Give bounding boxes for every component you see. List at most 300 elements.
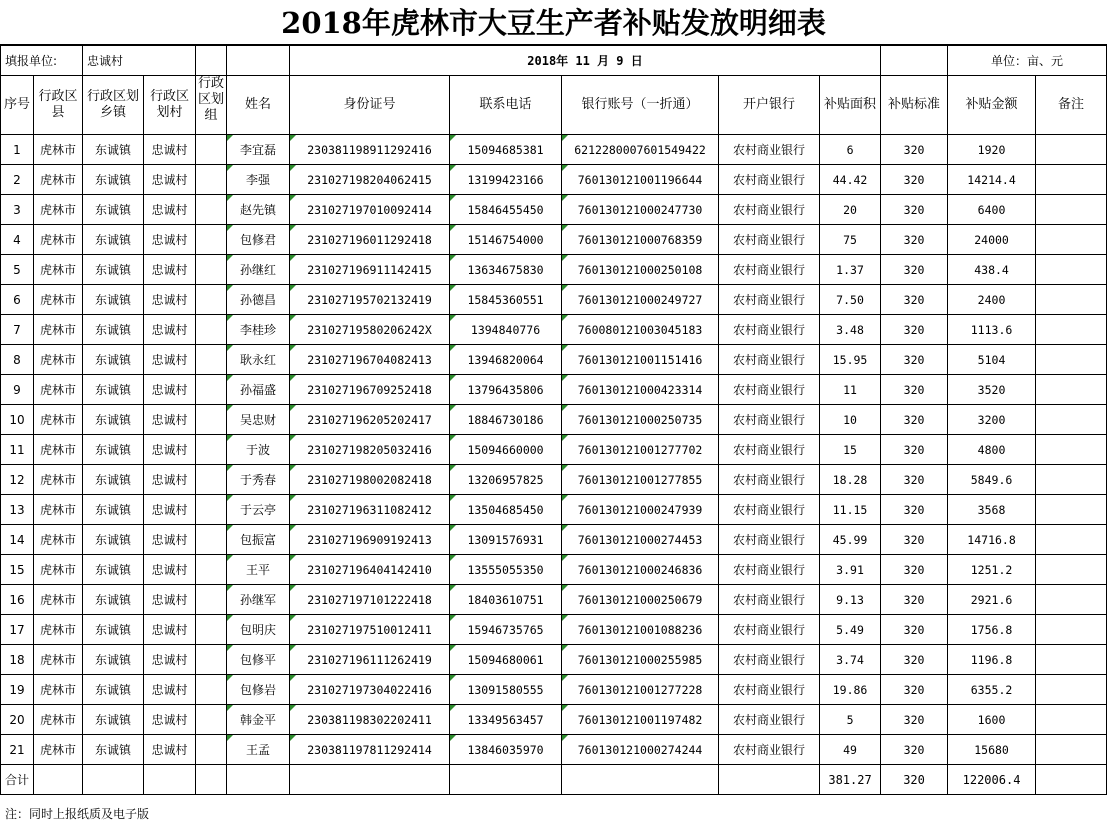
table-cell: 13555055350	[450, 555, 562, 585]
total-row	[1, 765, 1107, 795]
table-row	[1, 315, 1107, 345]
table-cell: 760130121001088236	[562, 615, 719, 645]
table-cell: 231027196311082412	[290, 495, 450, 525]
table-cell: 韩金平	[227, 705, 290, 735]
table-cell: 东诚镇	[83, 465, 144, 495]
column-header: 行政区划乡镇	[83, 76, 144, 135]
table-cell: 虎林市	[34, 225, 83, 255]
table-cell: 农村商业银行	[719, 705, 820, 735]
table-cell: 农村商业银行	[719, 555, 820, 585]
table-cell: 9	[1, 375, 34, 405]
table-cell: 231027196704082413	[290, 345, 450, 375]
table-cell: 忠诚村	[144, 525, 196, 555]
table-cell: 虎林市	[34, 375, 83, 405]
table-cell: 农村商业银行	[719, 435, 820, 465]
table-cell: 231027196111262419	[290, 645, 450, 675]
table-row	[1, 165, 1107, 195]
table-cell: 320	[881, 165, 948, 195]
total-label: 合计	[1, 765, 34, 795]
table-cell: 忠诚村	[144, 615, 196, 645]
table-cell: 760130121001196644	[562, 165, 719, 195]
table-cell: 忠诚村	[144, 135, 196, 165]
table-cell: 230381198302202411	[290, 705, 450, 735]
table-cell: 760130121000249727	[562, 285, 719, 315]
table-cell: 忠诚村	[144, 645, 196, 675]
table-cell	[196, 555, 227, 585]
table-cell: 农村商业银行	[719, 285, 820, 315]
table-cell: 18403610751	[450, 585, 562, 615]
table-cell: 15	[1, 555, 34, 585]
table-cell	[1036, 735, 1107, 765]
table-cell	[1036, 465, 1107, 495]
table-cell: 1756.8	[948, 615, 1036, 645]
table-cell: 虎林市	[34, 675, 83, 705]
table-cell: 东诚镇	[83, 225, 144, 255]
table-cell: 王孟	[227, 735, 290, 765]
table-cell: 6355.2	[948, 675, 1036, 705]
table-cell: 农村商业银行	[719, 345, 820, 375]
table-cell: 2	[1, 165, 34, 195]
unit-value: 忠诚村	[83, 46, 196, 76]
table-cell	[196, 315, 227, 345]
table-cell	[1036, 585, 1107, 615]
column-header: 开户银行	[719, 76, 820, 135]
info-empty-cell	[196, 46, 227, 76]
table-cell: 东诚镇	[83, 705, 144, 735]
table-cell: 忠诚村	[144, 405, 196, 435]
table-cell: 忠诚村	[144, 705, 196, 735]
table-cell: 20	[820, 195, 881, 225]
table-cell	[1036, 525, 1107, 555]
table-cell: 东诚镇	[83, 495, 144, 525]
table-cell: 东诚镇	[83, 285, 144, 315]
table-cell: 320	[881, 135, 948, 165]
table-cell: 15094660000	[450, 435, 562, 465]
table-cell: 2921.6	[948, 585, 1036, 615]
table-row	[1, 225, 1107, 255]
table-cell: 东诚镇	[83, 255, 144, 285]
table-cell: 13199423166	[450, 165, 562, 195]
table-cell: 320	[881, 495, 948, 525]
table-cell: 虎林市	[34, 435, 83, 465]
table-cell: 320	[881, 735, 948, 765]
table-cell	[1036, 165, 1107, 195]
table-cell: 东诚镇	[83, 435, 144, 465]
table-cell: 农村商业银行	[719, 165, 820, 195]
table-row	[1, 135, 1107, 165]
table-cell	[196, 435, 227, 465]
table-cell: 19	[1, 675, 34, 705]
table-cell: 320	[881, 465, 948, 495]
table-cell	[83, 765, 144, 795]
table-cell: 760080121003045183	[562, 315, 719, 345]
table-cell: 孙德昌	[227, 285, 290, 315]
table-cell: 农村商业银行	[719, 465, 820, 495]
table-cell: 农村商业银行	[719, 675, 820, 705]
table-cell: 231027196909192413	[290, 525, 450, 555]
table-cell	[1036, 495, 1107, 525]
sheet-title: 2018年虎林市大豆生产者补贴发放明细表	[0, 0, 1107, 45]
table-cell: 虎林市	[34, 195, 83, 225]
table-cell	[196, 495, 227, 525]
table-cell: 1394840776	[450, 315, 562, 345]
table-cell: 231027197010092414	[290, 195, 450, 225]
table-cell	[196, 585, 227, 615]
table-cell: 320	[881, 705, 948, 735]
table-cell: 东诚镇	[83, 555, 144, 585]
table-cell: 11	[820, 375, 881, 405]
total-amount: 122006.4	[948, 765, 1036, 795]
table-cell: 24000	[948, 225, 1036, 255]
table-cell: 忠诚村	[144, 735, 196, 765]
table-cell: 3	[1, 195, 34, 225]
table-cell: 320	[881, 255, 948, 285]
table-cell: 5849.6	[948, 465, 1036, 495]
table-cell	[1036, 345, 1107, 375]
table-cell: 13349563457	[450, 705, 562, 735]
table-cell: 包修君	[227, 225, 290, 255]
table-cell: 东诚镇	[83, 345, 144, 375]
table-cell: 于秀春	[227, 465, 290, 495]
table-cell: 忠诚村	[144, 165, 196, 195]
table-cell: 忠诚村	[144, 495, 196, 525]
table-cell: 虎林市	[34, 705, 83, 735]
table-cell: 东诚镇	[83, 315, 144, 345]
table-cell	[227, 765, 290, 795]
table-cell: 21	[1, 735, 34, 765]
table-cell: 5	[1, 255, 34, 285]
table-cell: 10	[820, 405, 881, 435]
table-cell: 东诚镇	[83, 165, 144, 195]
table-cell: 1196.8	[948, 645, 1036, 675]
table-cell	[1036, 705, 1107, 735]
table-cell: 农村商业银行	[719, 495, 820, 525]
table-cell: 2400	[948, 285, 1036, 315]
table-cell: 18	[1, 645, 34, 675]
table-cell	[196, 135, 227, 165]
table-cell: 李桂珍	[227, 315, 290, 345]
table-cell	[196, 765, 227, 795]
table-cell: 5104	[948, 345, 1036, 375]
table-row	[1, 345, 1107, 375]
table-cell	[450, 765, 562, 795]
table-cell: 农村商业银行	[719, 135, 820, 165]
table-cell: 虎林市	[34, 735, 83, 765]
table-row	[1, 735, 1107, 765]
table-cell: 忠诚村	[144, 585, 196, 615]
table-cell: 230381197811292414	[290, 735, 450, 765]
table-cell: 包明庆	[227, 615, 290, 645]
table-cell: 320	[881, 675, 948, 705]
table-cell: 忠诚村	[144, 285, 196, 315]
table-cell: 15680	[948, 735, 1036, 765]
table-cell: 耿永红	[227, 345, 290, 375]
table-cell	[144, 765, 196, 795]
table-cell: 农村商业银行	[719, 525, 820, 555]
total-standard: 320	[881, 765, 948, 795]
table-cell: 760130121001151416	[562, 345, 719, 375]
table-cell: 44.42	[820, 165, 881, 195]
table-cell: 320	[881, 555, 948, 585]
table-cell: 东诚镇	[83, 135, 144, 165]
table-cell: 包振富	[227, 525, 290, 555]
column-header: 补贴面积	[820, 76, 881, 135]
table-cell: 1.37	[820, 255, 881, 285]
table-cell: 23102719580206242X	[290, 315, 450, 345]
table-cell: 320	[881, 315, 948, 345]
column-header: 银行账号（一折通）	[562, 76, 719, 135]
table-cell: 忠诚村	[144, 255, 196, 285]
column-header: 补贴金额	[948, 76, 1036, 135]
table-cell: 13	[1, 495, 34, 525]
table-cell: 3200	[948, 405, 1036, 435]
table-cell: 231027196404142410	[290, 555, 450, 585]
info-empty-cell	[881, 46, 948, 76]
table-cell: 5	[820, 705, 881, 735]
table-cell: 14	[1, 525, 34, 555]
table-cell: 231027196709252418	[290, 375, 450, 405]
table-cell: 760130121000250735	[562, 405, 719, 435]
table-cell: 760130121001277855	[562, 465, 719, 495]
column-header: 序号	[1, 76, 34, 135]
table-cell: 5.49	[820, 615, 881, 645]
table-row	[1, 705, 1107, 735]
table-cell: 10	[1, 405, 34, 435]
table-cell: 虎林市	[34, 495, 83, 525]
column-header: 行政区划村	[144, 76, 196, 135]
table-cell: 3.74	[820, 645, 881, 675]
table-cell: 18846730186	[450, 405, 562, 435]
table-cell: 农村商业银行	[719, 315, 820, 345]
table-cell	[1036, 405, 1107, 435]
table-cell	[196, 375, 227, 405]
table-cell: 13504685450	[450, 495, 562, 525]
table-row	[1, 675, 1107, 705]
table-cell: 孙继红	[227, 255, 290, 285]
table-cell: 49	[820, 735, 881, 765]
table-cell: 于波	[227, 435, 290, 465]
table-cell	[1036, 285, 1107, 315]
table-cell: 760130121000255985	[562, 645, 719, 675]
table-cell: 虎林市	[34, 165, 83, 195]
table-cell: 虎林市	[34, 585, 83, 615]
table-cell: 320	[881, 285, 948, 315]
table-cell	[1036, 615, 1107, 645]
table-row	[1, 405, 1107, 435]
table-row	[1, 525, 1107, 555]
table-cell: 虎林市	[34, 135, 83, 165]
table-cell: 20	[1, 705, 34, 735]
table-cell: 农村商业银行	[719, 375, 820, 405]
table-cell	[196, 465, 227, 495]
table-cell: 760130121000247730	[562, 195, 719, 225]
table-cell: 15.95	[820, 345, 881, 375]
table-cell	[1036, 675, 1107, 705]
table-cell: 320	[881, 615, 948, 645]
table-cell	[1036, 435, 1107, 465]
table-cell: 李强	[227, 165, 290, 195]
subsidy-table	[0, 45, 1107, 795]
column-header: 联系电话	[450, 76, 562, 135]
info-row	[1, 46, 1107, 76]
table-cell: 320	[881, 405, 948, 435]
table-cell: 15094685381	[450, 135, 562, 165]
table-cell: 11	[1, 435, 34, 465]
table-cell: 13796435806	[450, 375, 562, 405]
table-row	[1, 435, 1107, 465]
table-cell: 3.91	[820, 555, 881, 585]
table-cell: 320	[881, 585, 948, 615]
table-cell: 75	[820, 225, 881, 255]
table-row	[1, 555, 1107, 585]
table-cell: 760130121000274453	[562, 525, 719, 555]
table-cell: 320	[881, 375, 948, 405]
table-cell: 45.99	[820, 525, 881, 555]
table-cell: 231027196011292418	[290, 225, 450, 255]
column-header: 身份证号	[290, 76, 450, 135]
table-cell: 6	[820, 135, 881, 165]
table-cell: 1	[1, 135, 34, 165]
table-cell: 13846035970	[450, 735, 562, 765]
table-cell: 东诚镇	[83, 525, 144, 555]
table-row	[1, 585, 1107, 615]
table-cell: 赵先镇	[227, 195, 290, 225]
measure-unit: 单位：亩、元	[948, 46, 1107, 76]
table-cell: 12	[1, 465, 34, 495]
table-cell: 320	[881, 195, 948, 225]
table-cell: 东诚镇	[83, 375, 144, 405]
table-cell	[196, 675, 227, 705]
table-cell: 320	[881, 525, 948, 555]
table-cell: 320	[881, 345, 948, 375]
header-row	[1, 76, 1107, 135]
table-cell: 16	[1, 585, 34, 615]
table-cell	[196, 405, 227, 435]
table-cell: 东诚镇	[83, 585, 144, 615]
table-cell: 于云亭	[227, 495, 290, 525]
table-cell: 包修平	[227, 645, 290, 675]
table-cell	[1036, 225, 1107, 255]
table-cell: 忠诚村	[144, 435, 196, 465]
table-cell: 3520	[948, 375, 1036, 405]
table-cell	[1036, 195, 1107, 225]
table-cell	[196, 705, 227, 735]
table-cell: 忠诚村	[144, 195, 196, 225]
table-cell: 231027195702132419	[290, 285, 450, 315]
table-cell: 农村商业银行	[719, 585, 820, 615]
table-cell: 231027197101222418	[290, 585, 450, 615]
table-cell	[1036, 135, 1107, 165]
table-cell: 忠诚村	[144, 555, 196, 585]
table-cell: 忠诚村	[144, 675, 196, 705]
table-cell: 15146754000	[450, 225, 562, 255]
column-header: 行政区县	[34, 76, 83, 135]
table-cell: 6212280007601549422	[562, 135, 719, 165]
table-cell: 231027197304022416	[290, 675, 450, 705]
table-cell: 760130121001277228	[562, 675, 719, 705]
table-cell	[196, 225, 227, 255]
table-cell: 231027198205032416	[290, 435, 450, 465]
table-cell: 农村商业银行	[719, 195, 820, 225]
table-cell: 农村商业银行	[719, 255, 820, 285]
table-cell	[196, 195, 227, 225]
table-cell: 虎林市	[34, 555, 83, 585]
table-cell: 农村商业银行	[719, 645, 820, 675]
table-cell: 4	[1, 225, 34, 255]
table-cell: 760130121000274244	[562, 735, 719, 765]
table-cell: 农村商业银行	[719, 615, 820, 645]
column-header: 行政区划组	[196, 76, 227, 135]
table-cell: 760130121000250679	[562, 585, 719, 615]
table-cell: 王平	[227, 555, 290, 585]
table-cell	[719, 765, 820, 795]
table-cell: 7	[1, 315, 34, 345]
table-cell	[196, 615, 227, 645]
info-empty-cell	[227, 46, 290, 76]
table-cell: 14214.4	[948, 165, 1036, 195]
table-cell: 13634675830	[450, 255, 562, 285]
table-cell: 231027196205202417	[290, 405, 450, 435]
table-cell: 虎林市	[34, 255, 83, 285]
table-cell	[196, 255, 227, 285]
table-cell: 760130121000247939	[562, 495, 719, 525]
table-cell	[196, 645, 227, 675]
table-cell	[34, 765, 83, 795]
table-cell: 14716.8	[948, 525, 1036, 555]
table-cell: 东诚镇	[83, 615, 144, 645]
table-cell: 忠诚村	[144, 375, 196, 405]
table-cell: 农村商业银行	[719, 225, 820, 255]
table-cell	[1036, 375, 1107, 405]
table-cell	[196, 285, 227, 315]
table-cell: 1600	[948, 705, 1036, 735]
table-cell: 9.13	[820, 585, 881, 615]
table-cell	[1036, 315, 1107, 345]
table-cell: 17	[1, 615, 34, 645]
table-cell: 11.15	[820, 495, 881, 525]
table-cell: 15846455450	[450, 195, 562, 225]
table-row	[1, 615, 1107, 645]
table-row	[1, 465, 1107, 495]
table-cell: 230381198911292416	[290, 135, 450, 165]
table-cell: 13206957825	[450, 465, 562, 495]
column-header: 姓名	[227, 76, 290, 135]
column-header: 备注	[1036, 76, 1107, 135]
table-row	[1, 645, 1107, 675]
report-date: 2018年 11 月 9 日	[290, 46, 881, 76]
table-cell: 虎林市	[34, 645, 83, 675]
table-cell: 18.28	[820, 465, 881, 495]
table-cell: 忠诚村	[144, 315, 196, 345]
table-cell: 忠诚村	[144, 465, 196, 495]
table-cell: 760130121001277702	[562, 435, 719, 465]
table-cell: 东诚镇	[83, 195, 144, 225]
table-cell: 3568	[948, 495, 1036, 525]
table-cell: 13091576931	[450, 525, 562, 555]
table-cell: 1251.2	[948, 555, 1036, 585]
table-cell	[1036, 645, 1107, 675]
table-cell: 760130121000768359	[562, 225, 719, 255]
table-cell: 农村商业银行	[719, 735, 820, 765]
table-cell: 4800	[948, 435, 1036, 465]
total-area: 381.27	[820, 765, 881, 795]
table-cell: 320	[881, 645, 948, 675]
table-cell	[1036, 765, 1107, 795]
table-cell: 15946735765	[450, 615, 562, 645]
table-cell: 虎林市	[34, 345, 83, 375]
table-cell: 13091580555	[450, 675, 562, 705]
table-cell: 虎林市	[34, 405, 83, 435]
